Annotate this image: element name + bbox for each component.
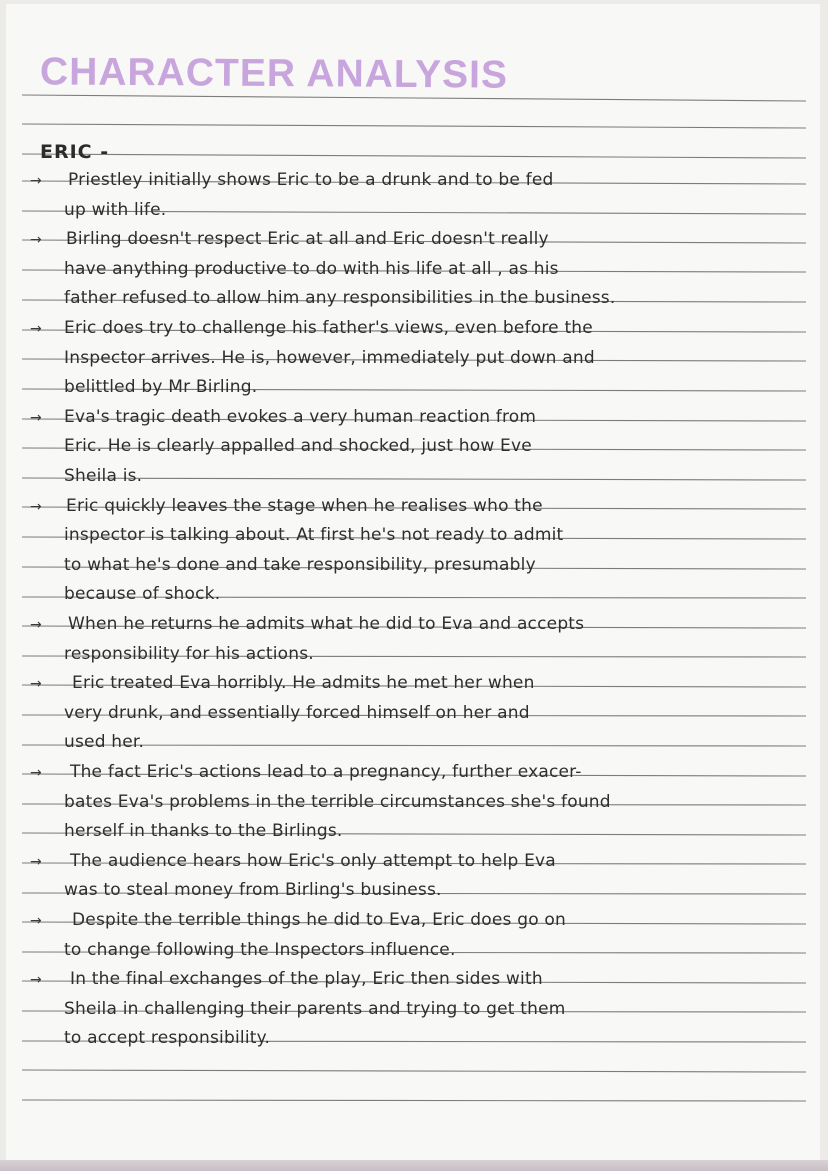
bullet-arrow-icon: → xyxy=(30,173,42,189)
note-line: Sheila in challenging their parents and trying to get them xyxy=(64,998,566,1019)
bullet-arrow-icon: → xyxy=(30,913,42,929)
note-line: bates Eva's problems in the terrible circumstances she's found xyxy=(64,791,611,812)
bullet-arrow-icon: → xyxy=(30,972,42,989)
note-line: Eric treated Eva horribly. He admits he met her when xyxy=(72,673,535,694)
note-line: because of shock. xyxy=(64,584,221,605)
bullet-arrow-icon: → xyxy=(30,676,42,693)
bullet-arrow-icon: → xyxy=(30,409,42,426)
bullet-arrow-icon: → xyxy=(30,853,42,870)
note-line: inspector is talking about. At first he's not ready to admit xyxy=(64,525,564,546)
note-line: have anything productive to do with his life at all , as his xyxy=(64,258,559,279)
note-line: The audience hears how Eric's only attempt to help Eva xyxy=(70,850,556,871)
note-line: The fact Eric's actions lead to a pregnancy, further exacer- xyxy=(70,762,582,782)
bullet-arrow-icon: → xyxy=(30,232,42,249)
page-edge xyxy=(0,1160,828,1171)
note-line: Birling doesn't respect Eric at all and Eric doesn't really xyxy=(66,229,549,250)
note-line: When he returns he admits what he did to Eva and accepts xyxy=(68,614,585,634)
note-line: belittled by Mr Birling. xyxy=(64,377,258,398)
note-line: father refused to allow him any responsibilities in the business. xyxy=(64,288,616,309)
bullet-arrow-icon: → xyxy=(30,617,42,633)
note-line: to what he's done and take responsibility, presumably xyxy=(64,554,536,575)
note-line: herself in thanks to the Birlings. xyxy=(64,821,343,842)
note-line: used her. xyxy=(64,732,145,753)
note-line: Despite the terrible things he did to Eva, Eric does go on xyxy=(72,910,566,930)
note-line: up with life. xyxy=(64,199,167,220)
note-line: Eva's tragic death evokes a very human reaction from xyxy=(64,406,537,427)
note-line: Sheila is. xyxy=(64,466,143,486)
note-line: Inspector arrives. He is, however, immediately put down and xyxy=(64,347,595,368)
bullet-arrow-icon: → xyxy=(30,498,42,515)
note-line: was to steal money from Birling's business. xyxy=(64,880,442,901)
note-line: to change following the Inspectors influence. xyxy=(64,939,456,960)
page-title: CHARACTER ANALYSIS xyxy=(39,50,509,97)
note-line: very drunk, and essentially forced himself on her and xyxy=(64,702,530,723)
note-line: responsibility for his actions. xyxy=(64,643,314,664)
note-line: Eric. He is clearly appalled and shocked, just how Eve xyxy=(64,436,532,457)
notebook-page xyxy=(6,4,820,1160)
note-line: to accept responsibility. xyxy=(64,1028,271,1049)
note-line: Priestley initially shows Eric to be a drunk and to be fed xyxy=(68,170,554,190)
note-line: In the final exchanges of the play, Eric then sides with xyxy=(70,969,543,990)
bullet-arrow-icon: → xyxy=(30,321,42,337)
note-line: Eric quickly leaves the stage when he realises who the xyxy=(66,495,543,516)
bullet-arrow-icon: → xyxy=(30,765,42,781)
note-line: Eric does try to challenge his father's views, even before the xyxy=(64,318,593,338)
section-heading-eric: ERIC - xyxy=(40,141,110,163)
